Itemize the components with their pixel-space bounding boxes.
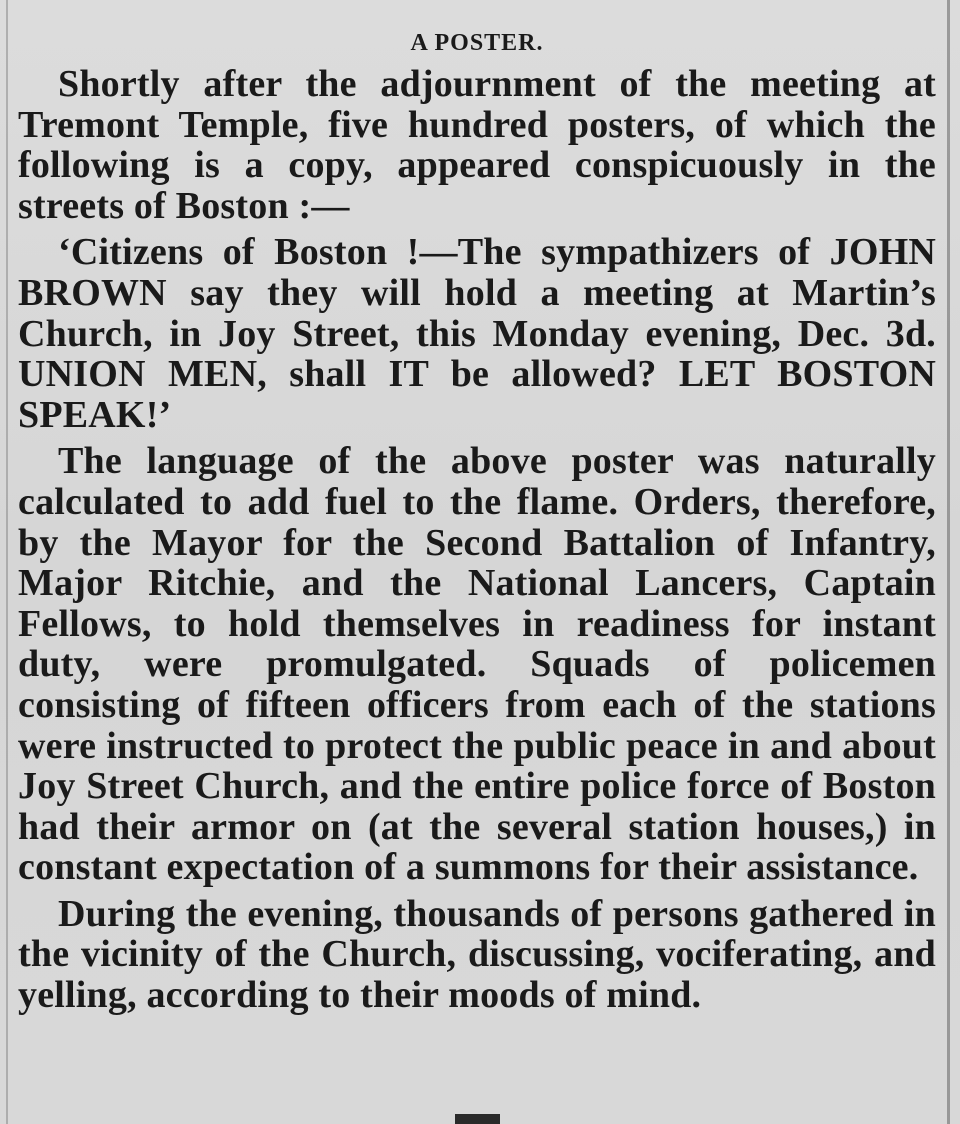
article-column xyxy=(18,26,936,1016)
article-headline: A POSTER. xyxy=(410,30,544,56)
article-paragraph-3: The language of the above poster was naturally calculated to add fuel to the flame. Orders, therefore, by the Mayor for the Second Battalion of Infantry, Major Ritchie, and the National Lancers, Captain Fellows, to hold themselves in readiness for instant duty, were promulgated. Squads of policemen consisting of fifteen officers from each of the stations were instructed to protect the public peace in and about Joy Street Church, and the entire police force of Boston had their armor on (at the several station houses,) in constant expectation of a summons for their assistance. xyxy=(18,440,936,889)
article-paragraph-4: During the evening, thousands of persons gathered in the vicinity of the Church, discussing, vociferating, and yelling, according to their moods of mind. xyxy=(18,892,936,1017)
article-paragraph-1: Shortly after the adjournment of the meeting at Tremont Temple, five hundred posters, of which the following is a copy, appeared conspicuously in the streets of Boston :— xyxy=(18,63,936,227)
column-rule-left xyxy=(6,0,8,1124)
poster-quote-paragraph: ‘Citizens of Boston !—The sympathizers of JOHN BROWN say they will hold a meeting at Martin’s Church, in Joy Street, this Monday evening, Dec. 3d. UNION MEN, shall IT be allowed? LET BOSTON SPEAK!’ xyxy=(18,231,936,436)
column-rule-right xyxy=(947,0,950,1124)
next-headline-fragment xyxy=(455,1114,500,1124)
